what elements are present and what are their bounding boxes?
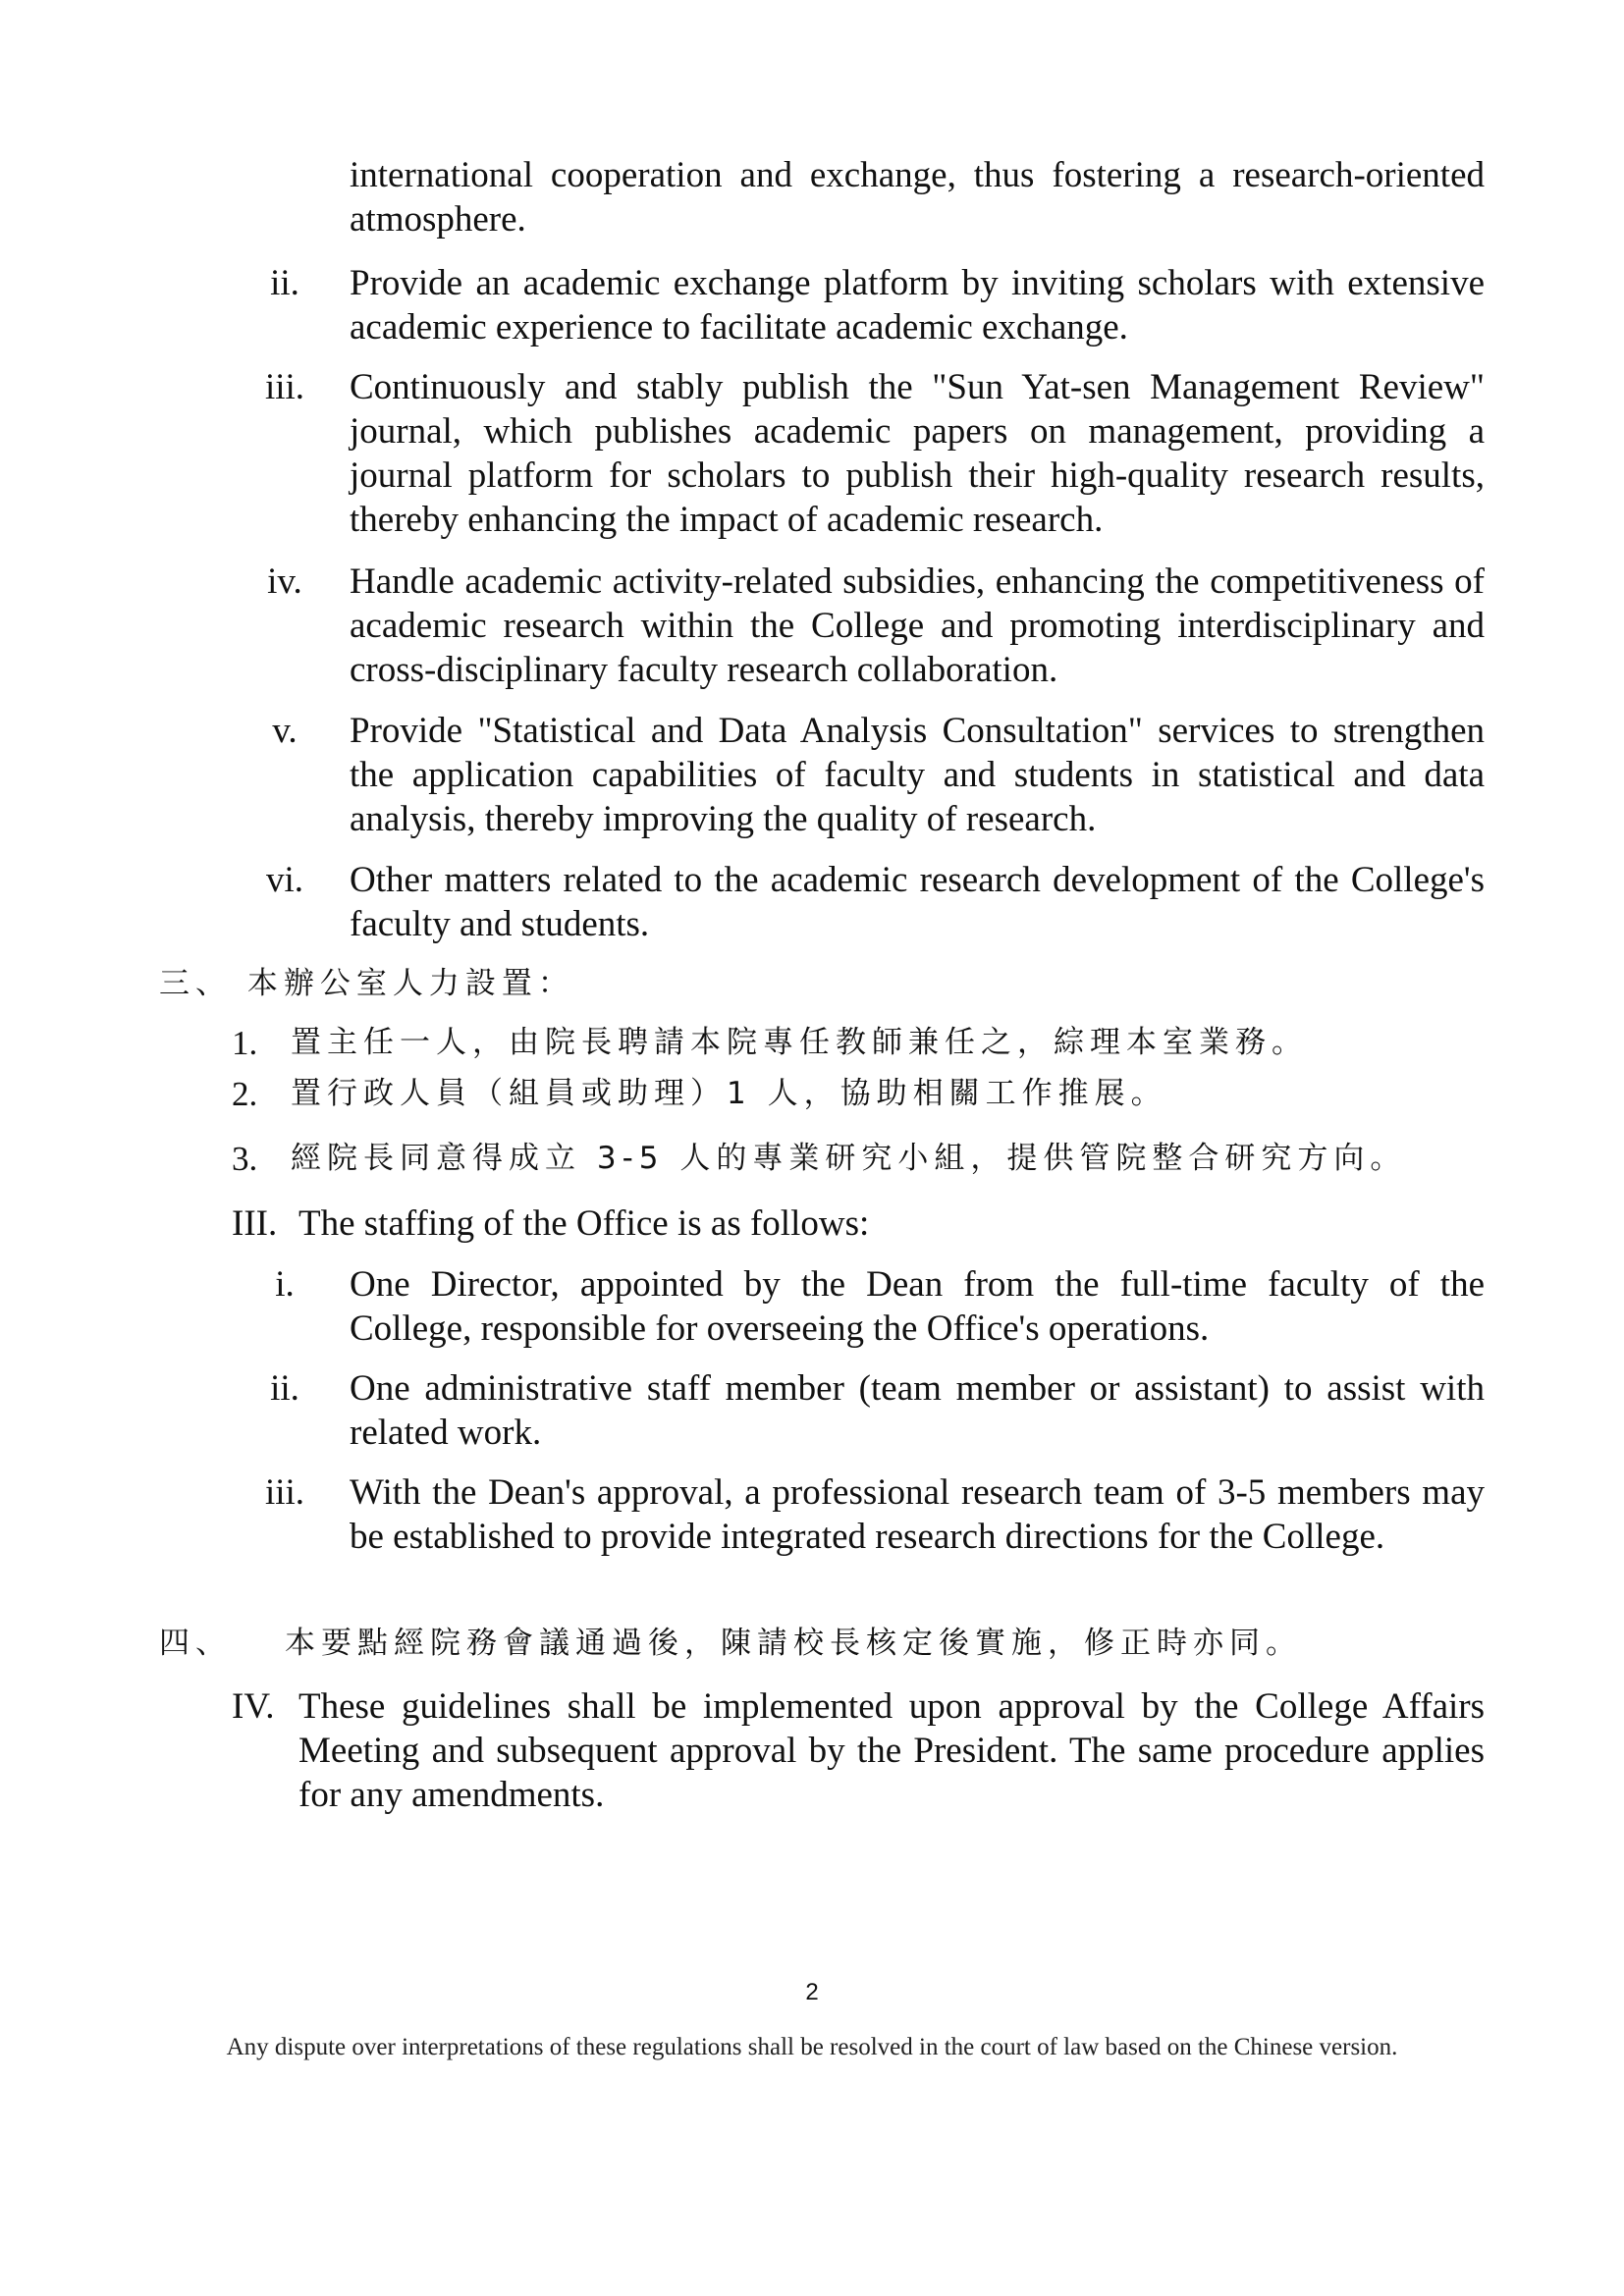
list-item-number: iv. bbox=[267, 561, 302, 602]
list-item-number: iii. bbox=[264, 367, 305, 407]
cn-list-item-text: 置主任一人，由院長聘請本院專任教師兼任之，綜理本室業務。 bbox=[291, 1025, 1308, 1060]
list-item bbox=[159, 1262, 1485, 1351]
page-number: 2 bbox=[805, 1979, 819, 2005]
section-block-en bbox=[232, 1684, 1485, 1817]
list-item bbox=[159, 261, 1485, 349]
section-heading-text: The staffing of the Office is as follows: bbox=[298, 1203, 870, 1244]
cn-list-item bbox=[232, 1072, 1508, 1116]
footer-disclaimer: Any dispute over interpretations of these regulations shall be resolved in the court of law based on the Chinese version. bbox=[226, 2034, 1398, 2060]
list-item-text: Provide an academic exchange platform by inviting scholars with extensive academic experience to facilitate academic exchange. bbox=[350, 263, 1485, 347]
cn-list-item-number: 3. bbox=[232, 1140, 258, 1178]
list-item bbox=[159, 709, 1485, 841]
section-number: III. bbox=[232, 1203, 278, 1244]
cn-list-item bbox=[232, 1021, 1508, 1065]
section-text-cn: 本要點經院務會議通過後，陳請校長核定後實施，修正時亦同。 bbox=[285, 1626, 1302, 1661]
list-item-number: i. bbox=[275, 1264, 295, 1305]
list-item bbox=[159, 1470, 1485, 1559]
list-item-text: With the Dean's approval, a professional research team of 3-5 members may be established to provide integrated research directions for the College. bbox=[350, 1472, 1485, 1557]
list-item-number: ii. bbox=[270, 263, 299, 303]
cn-list-item-text: 置行政人員（組員或助理）1 人，協助相關工作推展。 bbox=[291, 1076, 1167, 1111]
cn-list-item-number: 1. bbox=[232, 1024, 258, 1062]
list-item bbox=[159, 560, 1485, 692]
list-item-text: Handle academic activity-related subsidies, enhancing the competitiveness of academic research within the College and promoting interdisciplinary and cross-disciplinary faculty research collaboration. bbox=[350, 561, 1485, 690]
list-item-text: Provide "Statistical and Data Analysis Consultation" services to strengthen the application capabilities of faculty and students in statistical and data analysis, thereby improving the quality of research. bbox=[350, 711, 1485, 839]
item-i-continuation: international cooperation and exchange, thus fostering a research-oriented atmosphere. bbox=[350, 155, 1485, 240]
section-label-cn: 四、 bbox=[159, 1626, 232, 1661]
cn-list-item-text: 經院長同意得成立 3-5 人的專業研究小組，提供管院整合研究方向。 bbox=[291, 1141, 1407, 1176]
section-heading-cn: 三、 本辦公室人力設置： bbox=[159, 966, 574, 1001]
list-item-number: vi. bbox=[265, 860, 304, 900]
section-text: These guidelines shall be implemented upon approval by the College Affairs Meeting and subsequent approval by the President. The same procedure applies for any amendments. bbox=[298, 1686, 1485, 1815]
list-item-text: One Director, appointed by the Dean from the full-time faculty of the College, responsible for overseeing the Office's operations. bbox=[350, 1264, 1485, 1349]
list-item bbox=[159, 858, 1485, 946]
list-item-number: iii. bbox=[264, 1472, 305, 1513]
list-item-number: v. bbox=[272, 711, 298, 751]
cn-list-item bbox=[232, 1137, 1508, 1181]
list-item-text: One administrative staff member (team member or assistant) to assist with related work. bbox=[350, 1368, 1485, 1453]
cn-list-item-number: 2. bbox=[232, 1075, 258, 1113]
list-item bbox=[159, 365, 1485, 542]
list-item-text: Other matters related to the academic research development of the College's faculty and students. bbox=[350, 860, 1485, 944]
list-item-number: ii. bbox=[270, 1368, 299, 1409]
list-item bbox=[159, 1366, 1485, 1455]
list-item-text: Continuously and stably publish the "Sun Yat-sen Management Review" journal, which publishes academic papers on management, providing a journal platform for scholars to publish their high-quality research results, thereby enhancing the impact of academic research. bbox=[350, 367, 1485, 540]
section-heading-en bbox=[232, 1201, 1485, 1246]
section-number: IV. bbox=[232, 1686, 275, 1727]
